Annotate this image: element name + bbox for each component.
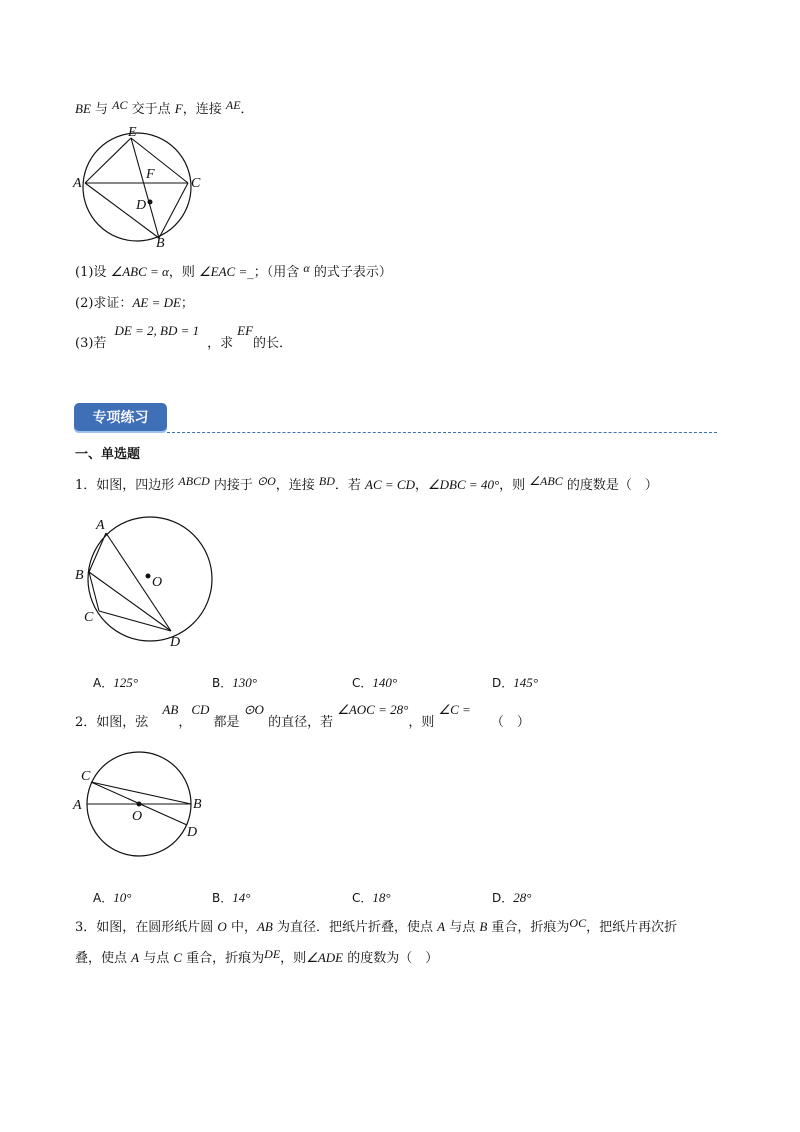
math-ade: ∠ADE [306,950,344,965]
text: ；（用含 [253,265,304,280]
option-a[interactable] [93,674,138,691]
text: ，则 [280,951,307,966]
text: ． [240,102,254,117]
text: 如图，弦 [96,715,153,730]
option-key: B． [212,676,233,690]
text: 若 [93,336,107,351]
text: 与点 [139,951,174,966]
center-o-dot [146,574,151,579]
label-a: A [73,798,82,813]
label-c: C [84,610,94,625]
option-value: 18° [372,890,391,905]
text: 与点 [445,920,480,935]
math-ab: AB [162,702,179,717]
option-key: B． [212,891,233,905]
math-ac: AC [112,98,128,112]
text: ， [415,478,429,493]
math-angle-c: ∠C = [438,702,471,717]
text: 设 [93,265,111,280]
chord-ab [85,183,159,238]
label-a: A [96,518,105,533]
problem-number: 1． [75,478,97,493]
math-de: DE [264,947,281,961]
text: 为直径．把纸片折叠，使点 [272,920,438,935]
text: 叠，使点 [75,951,132,966]
question-3 [75,323,293,353]
math-dbc: ∠DBC = 40° [428,477,500,492]
text: ， [178,715,192,730]
label-c: C [191,176,201,191]
math-abc: ∠ABC [529,474,563,488]
question-number: (3) [75,336,94,351]
math-c: C [173,950,183,965]
option-key: D． [492,891,514,905]
problem-number: 2． [75,715,97,730]
text: 与 [90,102,113,117]
math-arc-ac-cd: AC = CD [365,477,415,492]
math-alpha: α [303,261,310,275]
math-a: A [437,919,446,934]
label-f: F [146,167,155,182]
math-cd: CD [191,702,210,717]
question-number: (1) [75,265,94,280]
chord-cb [159,183,188,238]
option-a[interactable] [93,889,131,906]
math-abcd: ABCD [178,474,210,488]
math-eac: ∠EAC = [199,264,248,279]
text: （ ） [490,715,530,730]
text: ，求 [207,336,234,351]
center-o-dot [137,802,142,807]
text: ，则 [408,715,439,730]
label-o: O [132,809,143,824]
circle [83,133,191,241]
label-o: O [152,575,163,590]
problem-3-line-1 [75,918,677,937]
math-ae-de: AE = DE [132,295,181,310]
text: 如图，在圆形纸片圆 [96,920,218,935]
circle-figure-2 [70,742,210,864]
text: 如图，四边形 [96,478,179,493]
label-b: B [75,568,84,583]
continuation-line [75,100,254,119]
chord-eb [131,138,159,238]
math-circle-o: ⊙O [257,474,276,488]
option-value: 125° [113,675,138,690]
question-number: (2) [75,296,94,311]
option-value: 14° [232,890,251,905]
math-b: B [479,919,488,934]
label-c: C [81,769,91,784]
math-bd: BD [318,474,335,488]
option-value: 28° [513,890,532,905]
option-c[interactable] [352,889,391,906]
math-o: O [217,919,227,934]
option-key: C． [352,676,373,690]
option-c[interactable] [352,674,397,691]
point-d-dot [148,200,153,205]
math-abc-alpha: ∠ABC = α [110,264,169,279]
text: 求证： [93,296,133,311]
section-heading: 一、单选题 [75,447,141,462]
question-2 [75,294,194,313]
option-value: 140° [372,675,398,690]
label-d: D [136,198,147,213]
math-a: A [131,950,140,965]
label-b: B [156,236,165,250]
chord-cb [91,782,191,804]
text: 重合，折痕为 [182,951,265,966]
option-key: A． [93,891,114,905]
text: 的度数是（ ） [562,478,658,493]
text: ，则 [168,265,200,280]
math-aoc: ∠AOC = 28° [337,702,409,717]
circle-figure-1 [72,513,217,653]
math-ab: AB [256,919,273,934]
text: ，则 [499,478,530,493]
chord-ab [89,533,106,572]
section-banner-label: 专项练习 [92,410,149,426]
text: 重合，折痕为 [487,920,570,935]
option-b[interactable] [212,674,257,691]
section-divider [167,432,717,433]
chord-ce [131,138,188,183]
label-d: D [187,825,198,840]
problem-3-line-2 [75,949,438,968]
text: 都是 [209,715,244,730]
circle [88,517,212,641]
text: 的长． [253,336,293,351]
text: ．若 [334,478,366,493]
option-d[interactable] [492,674,538,691]
text: ； [180,296,194,311]
problem-2 [75,702,530,732]
text: 中， [226,920,257,935]
text: ，连接 [275,478,319,493]
option-b[interactable] [212,889,250,906]
math-ef: EF [237,323,254,338]
option-value: 145° [513,675,538,690]
answer-blank: _ [247,265,254,280]
math-circle-o: ⊙O [243,702,264,717]
text: 的度数为（ ） [343,951,439,966]
math-de-bd: DE = 2, BD = 1 [114,323,200,338]
option-key: D． [492,676,514,690]
text: 交于点 [127,102,175,117]
circle-figure-top [70,125,210,250]
label-a: A [73,176,82,191]
option-d[interactable] [492,889,531,906]
math-ae: AE [225,98,241,112]
chord-ae [85,138,131,183]
text: 的式子表示） [309,265,392,280]
option-key: C． [352,891,373,905]
section-banner [74,403,167,433]
problem-1 [75,476,658,495]
text: ，连接 [182,102,226,117]
text: 的直径，若 [263,715,338,730]
option-key: A． [93,676,114,690]
point-f: F [174,101,183,116]
label-b: B [193,797,202,812]
math-be: BE [75,101,91,116]
question-1 [75,263,392,282]
text: 内接于 [209,478,258,493]
text: ，把纸片再次折 [586,920,678,935]
option-value: 10° [113,890,132,905]
label-d: D [170,635,181,650]
problem-number: 3． [75,920,97,935]
label-e: E [128,125,137,140]
math-oc: OC [569,916,587,930]
option-value: 130° [232,675,257,690]
